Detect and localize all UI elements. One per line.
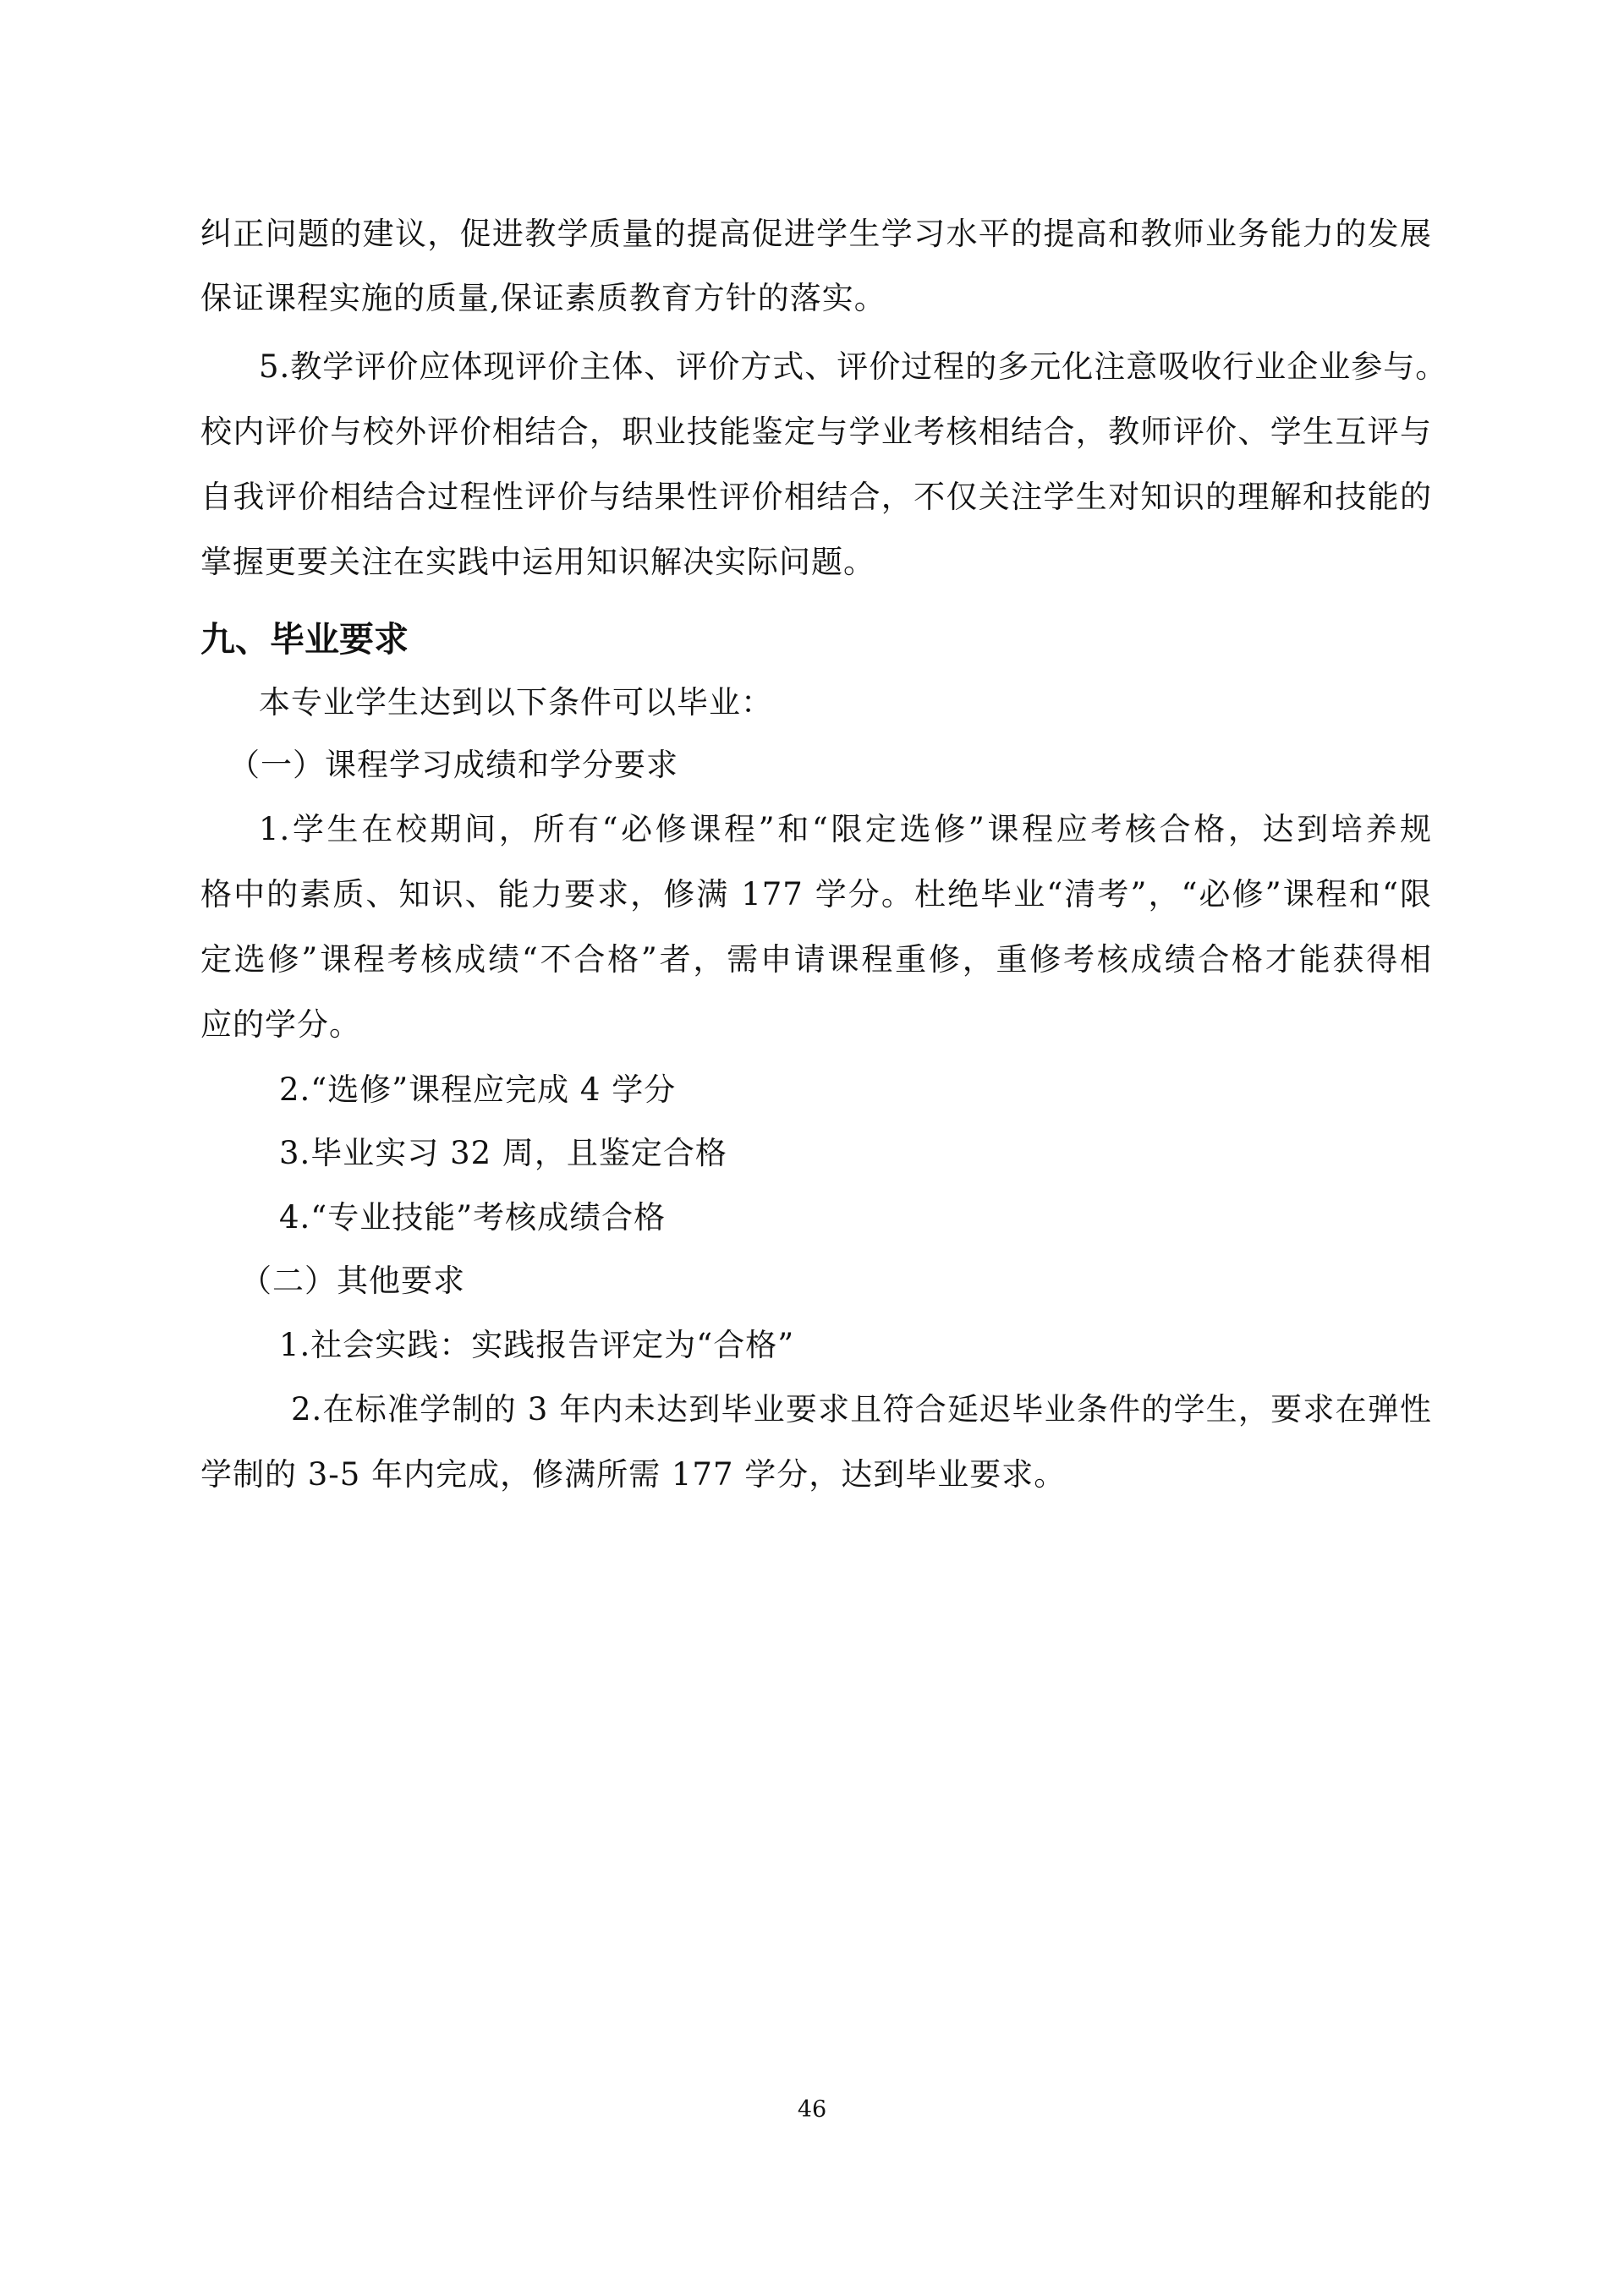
list-item: 1.社会实践：实践报告评定为“合格”	[279, 1327, 795, 1363]
page-number: 46	[797, 2096, 827, 2123]
paragraph-line: 5.教学评价应体现评价主体、评价方式、评价过程的多元化注意吸收行业企业参与。	[259, 348, 1448, 385]
list-item-line: 2.在标准学制的 3 年内未达到毕业要求且符合延迟毕业条件的学生，要求在弹性	[291, 1391, 1432, 1427]
list-item-line: 定选修”课程考核成绩“不合格”者，需申请课程重修，重修考核成绩合格才能获得相	[200, 941, 1432, 978]
subsection-title: （二）其他要求	[240, 1263, 465, 1299]
paragraph-line: 保证课程实施的质量,保证素质教育方针的落实。	[200, 280, 886, 316]
list-item-line: 1.学生在校期间，所有“必修课程”和“限定选修”课程应考核合格，达到培养规	[259, 811, 1432, 847]
list-item-line: 应的学分。	[200, 1006, 361, 1043]
paragraph-line: 掌握更要关注在实践中运用知识解决实际问题。	[200, 544, 875, 580]
list-item-line: 学制的 3-5 年内完成，修满所需 177 学分，达到毕业要求。	[200, 1456, 1067, 1493]
list-item: 4.“专业技能”考核成绩合格	[279, 1199, 667, 1236]
list-item: 2.“选修”课程应完成 4 学分	[279, 1071, 677, 1108]
paragraph-line: 自我评价相结合过程性评价与结果性评价相结合，不仅关注学生对知识的理解和技能的	[200, 479, 1432, 515]
subsection-title: （一）课程学习成绩和学分要求	[228, 747, 678, 783]
section-intro: 本专业学生达到以下条件可以毕业：	[259, 684, 773, 721]
paragraph-line: 校内评价与校外评价相结合，职业技能鉴定与学业考核相结合，教师评价、学生互评与	[200, 414, 1432, 450]
paragraph-line: 纠正问题的建议，促进教学质量的提高促进学生学习水平的提高和教师业务能力的发展	[200, 216, 1432, 252]
section-heading: 九、毕业要求	[200, 619, 409, 660]
list-item-line: 格中的素质、知识、能力要求，修满 177 学分。杜绝毕业“清考”，“必修”课程和“限	[200, 876, 1432, 912]
list-item: 3.毕业实习 32 周，且鉴定合格	[279, 1135, 727, 1171]
